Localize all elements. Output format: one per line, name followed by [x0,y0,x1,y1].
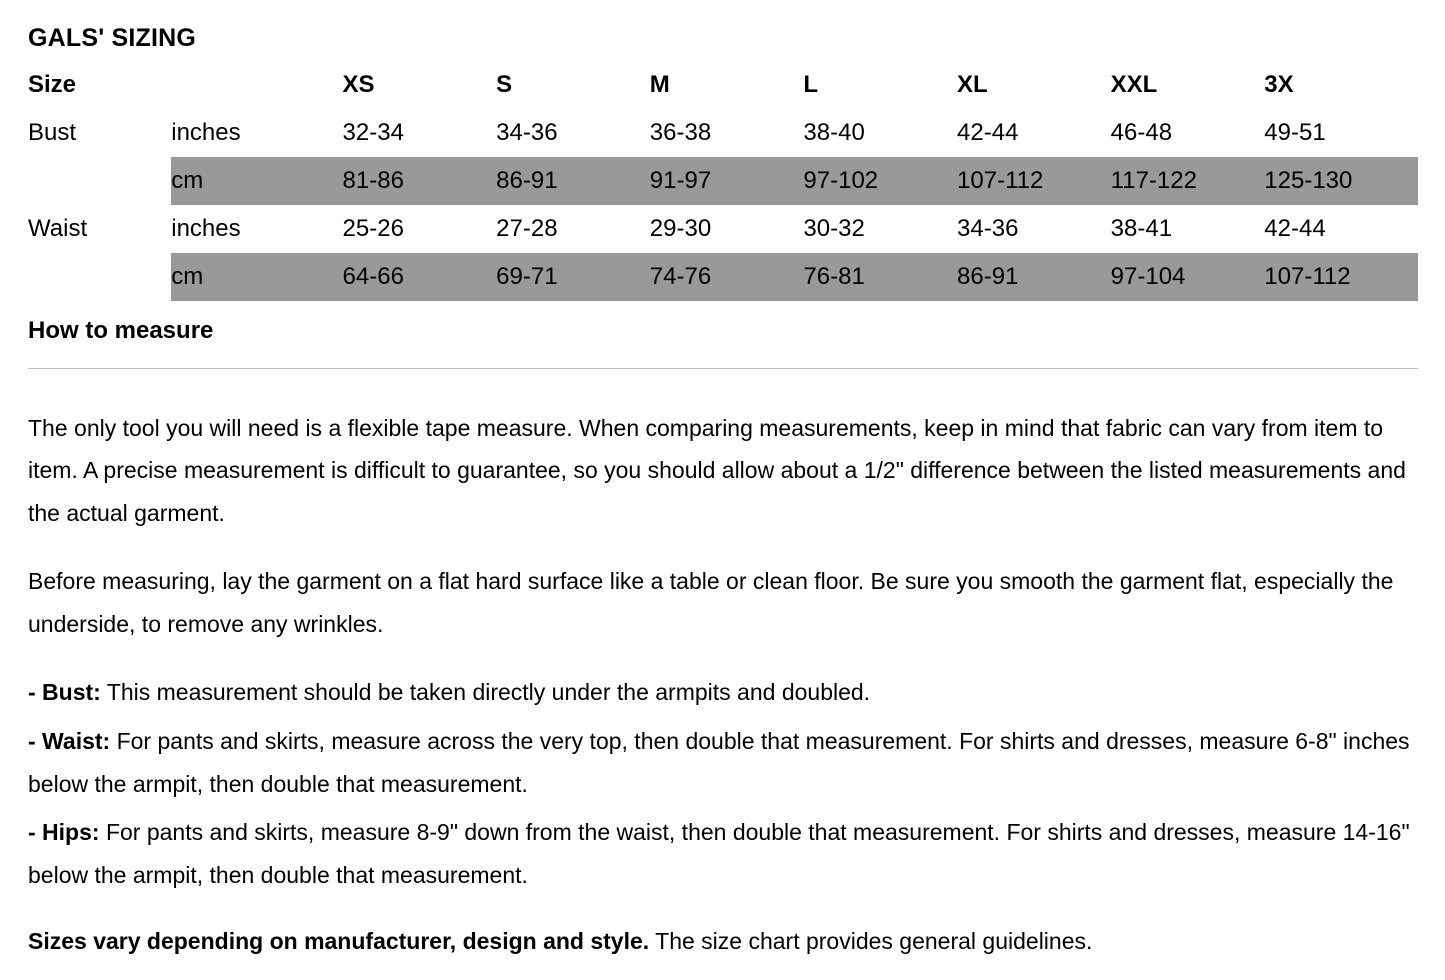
cell-waist-inches-s: 27-28 [496,214,558,242]
cell-waist-inches-l: 30-32 [803,214,865,242]
column-header-xl: XL [957,70,988,98]
paragraph-disclaimer [28,920,1413,963]
cell-waist-cm-xs: 64-66 [342,262,404,290]
cell-waist-inches-xxl: 38-41 [1110,214,1173,242]
column-header-xxl: XXL [1110,70,1158,98]
table-row [28,205,1418,253]
paragraph-before-measuring: Before measuring, lay the garment on a flat hard surface like a table or clean floor. Be sure you smooth the garment flat, especially the underside, to remove any wrinkles. [28,568,1394,637]
measure-hips-line [28,811,1413,896]
cell-bust-cm-xl: 107-112 [957,166,1044,194]
column-header-m: M [649,70,670,98]
measure-hips-label: - Hips: [28,819,100,846]
measure-bust-line [28,671,1413,714]
page-title: GALS' SIZING [28,24,197,52]
row-label-bust-inches: Bust [28,118,77,146]
cell-waist-inches-m: 29-30 [649,214,712,242]
cell-waist-cm-l: 76-81 [803,262,865,290]
disclaimer-bold: Sizes vary depending on manufacturer, design and style. [28,928,650,955]
table-row [28,157,1418,205]
row-unit-waist-inches: inches [171,214,241,242]
measure-waist-text: For pants and skirts, measure across the very top, then double that measurement. For shirts and dresses, measure 6-8" inches below the armpit, then double that measurement. [28,727,1410,797]
cell-bust-cm-s: 86-91 [496,166,558,194]
cell-bust-cm-m: 91-97 [649,166,712,194]
measure-waist-label: - Waist: [28,727,111,754]
cell-bust-inches-m: 36-38 [649,118,712,146]
cell-waist-cm-m: 74-76 [649,262,712,290]
table-row [28,253,1418,301]
cell-bust-cm-3x: 125-130 [1264,166,1353,194]
cell-bust-inches-3x: 49-51 [1264,118,1326,146]
measure-bust-label: - Bust: [28,679,101,706]
column-header-l: L [803,70,819,98]
row-label-bust-cm [28,157,171,205]
measure-hips-text: For pants and skirts, measure 8-9" down from the waist, then double that measurement. For shirts and dresses, measure 14-16" below the armpit, then double that measurement. [28,819,1410,888]
row-unit-waist-cm: cm [171,262,204,290]
cell-bust-cm-xxl: 117-122 [1110,166,1197,194]
cell-bust-inches-l: 38-40 [803,118,865,146]
how-to-measure-body [28,407,1417,963]
cell-bust-cm-xs: 81-86 [342,166,404,194]
column-header-size: Size [28,70,77,98]
size-chart-table [28,61,1418,301]
measure-waist-line [28,720,1413,805]
table-header-row [28,61,1418,109]
cell-bust-cm-l: 97-102 [803,166,879,194]
cell-waist-inches-xs: 25-26 [342,214,404,242]
column-header-xs: XS [342,70,375,98]
cell-bust-inches-xxl: 46-48 [1110,118,1173,146]
cell-waist-inches-3x: 42-44 [1264,214,1326,242]
cell-waist-cm-xl: 86-91 [957,262,1019,290]
paragraph-tool: The only tool you will need is a flexible tape measure. When comparing measurements, keep in mind that fabric can vary from item to item. A precise measurement is difficult to guarantee, so you should allow about a 1/2" difference between the listed measurements and the actual garment. [28,414,1406,526]
cell-waist-inches-xl: 34-36 [957,214,1019,242]
cell-waist-cm-3x: 107-112 [1264,262,1351,290]
disclaimer-text: The size chart provides general guidelines. [649,928,1093,955]
column-header-s: S [496,70,513,98]
column-header-unit [171,61,342,109]
cell-bust-inches-s: 34-36 [496,118,558,146]
row-unit-bust-cm: cm [171,166,204,194]
row-unit-bust-inches: inches [171,118,241,146]
row-label-waist-cm [28,253,171,301]
table-row [28,109,1418,157]
cell-bust-inches-xs: 32-34 [342,118,404,146]
cell-bust-inches-xl: 42-44 [957,118,1019,146]
column-header-3x: 3X [1264,70,1294,98]
section-divider [28,368,1418,369]
row-label-waist-inches: Waist [28,214,88,242]
measure-bust-text: This measurement should be taken directly under the armpits and doubled. [100,679,871,706]
how-to-measure-heading: How to measure [28,316,214,344]
cell-waist-cm-s: 69-71 [496,262,558,290]
cell-waist-cm-xxl: 97-104 [1110,262,1186,290]
